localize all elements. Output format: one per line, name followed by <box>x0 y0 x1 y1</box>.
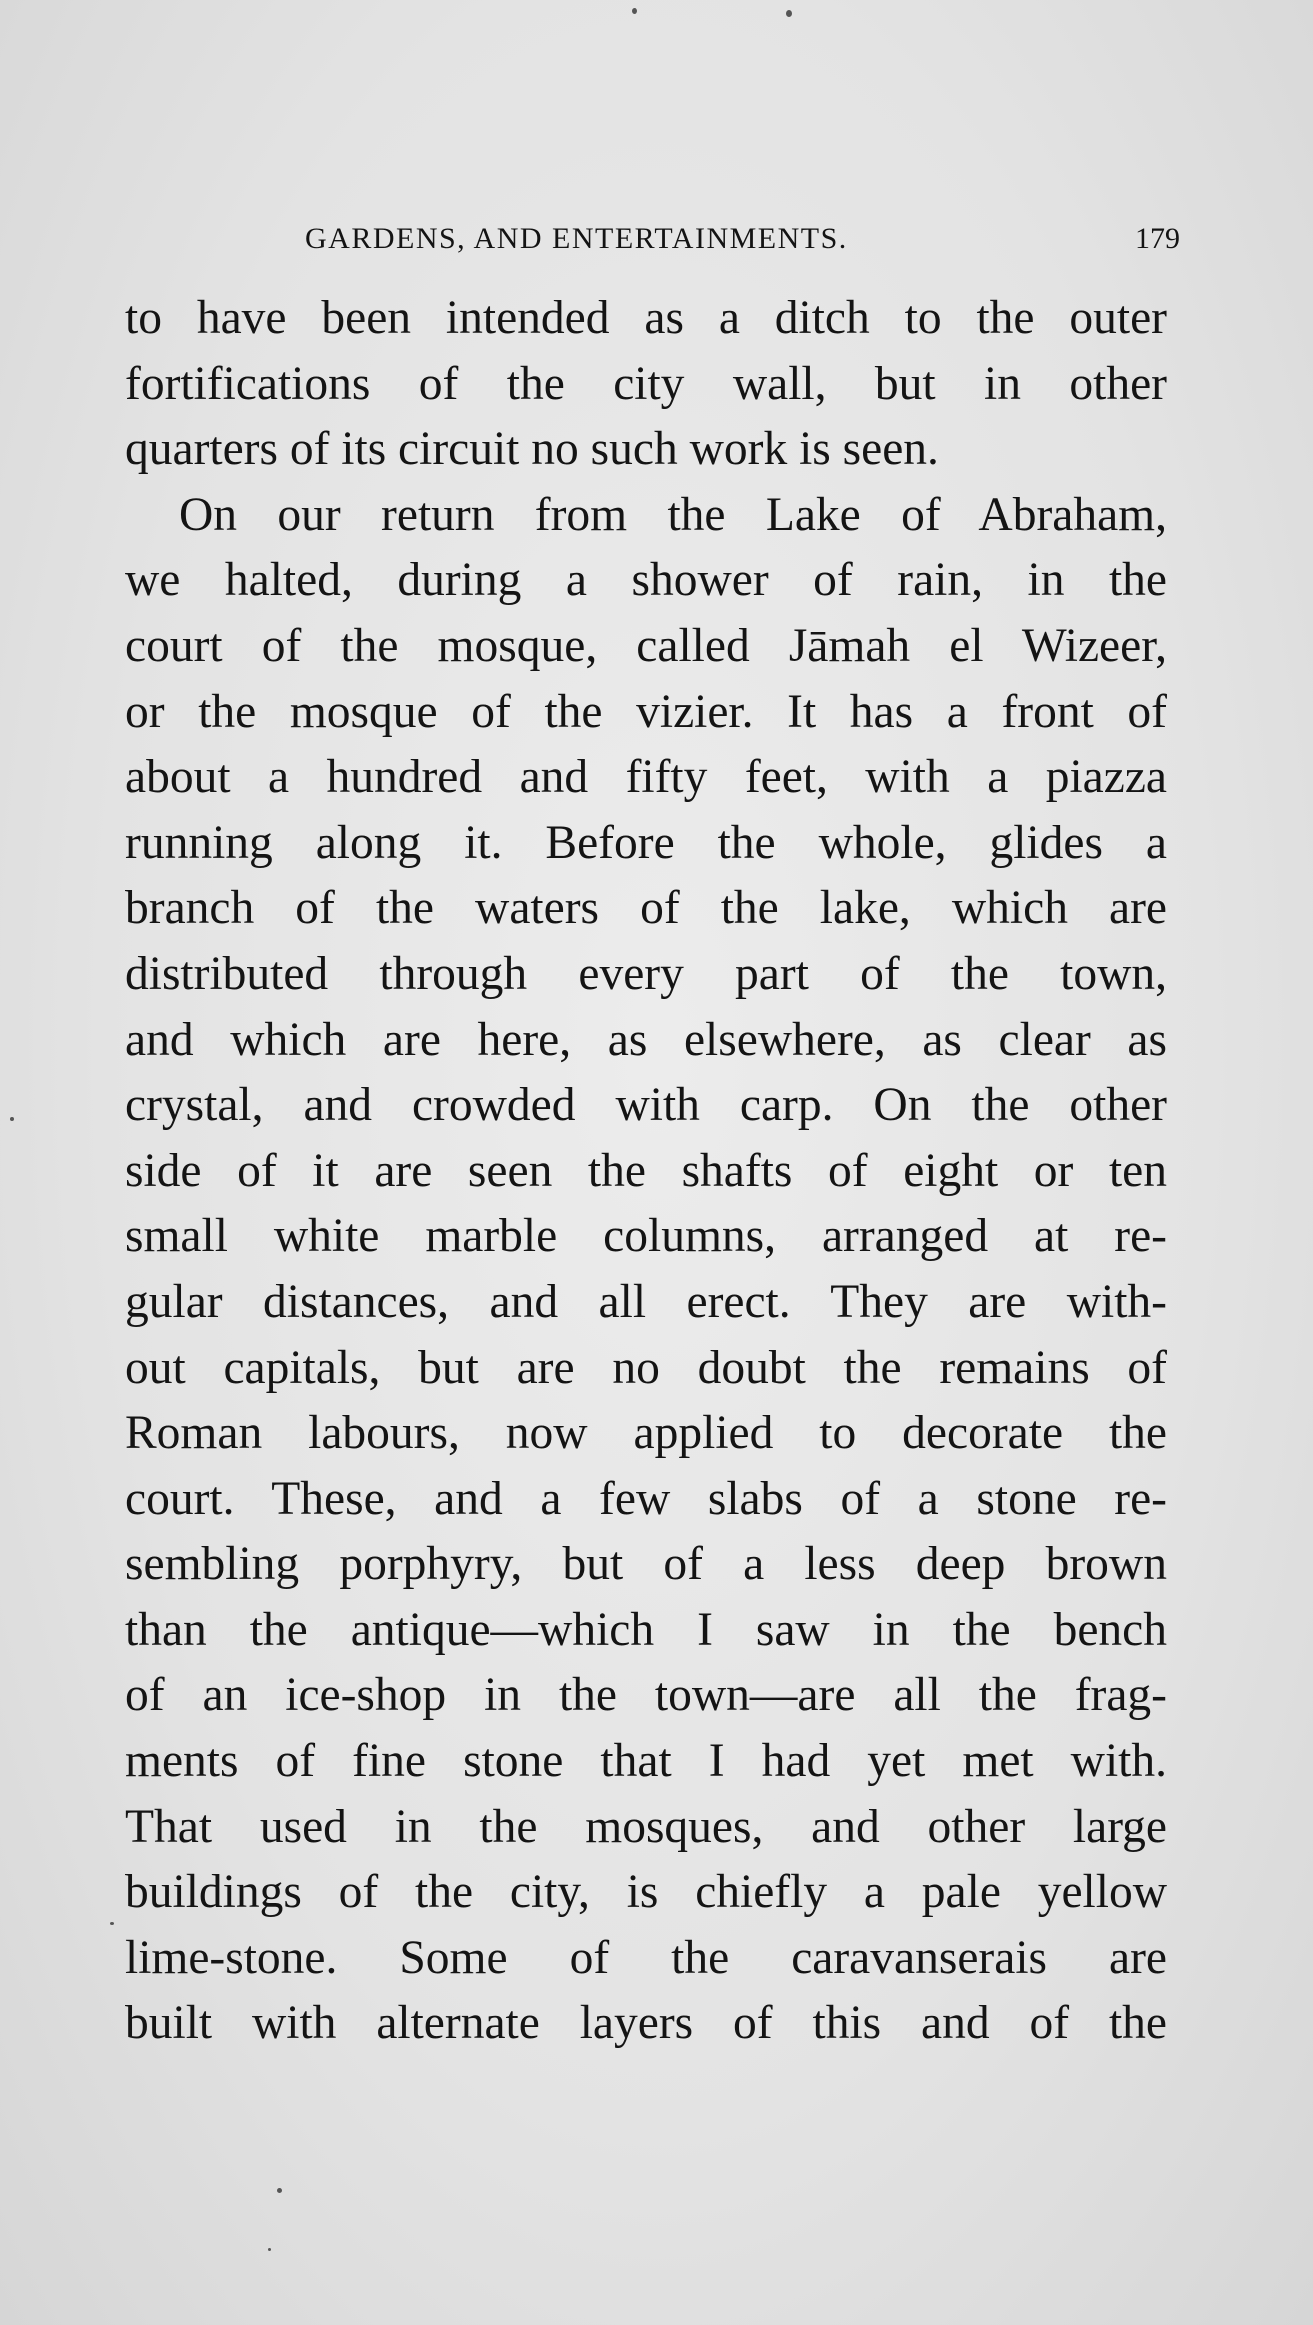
text-line: fortifications of the city wall, but in other <box>125 357 1167 410</box>
text-line: small white marble columns, arranged at re- <box>125 1210 1167 1263</box>
text-line: of an ice-shop in the town—are all the frag- <box>125 1669 1167 1722</box>
text-line: sembling porphyry, but of a less deep brown <box>125 1538 1167 1591</box>
text-line: crystal, and crowded with carp. On the other <box>125 1079 1167 1132</box>
text-line: Roman labours, now applied to decorate the <box>125 1407 1167 1460</box>
paper-speck <box>10 1117 14 1121</box>
text-line: or the mosque of the vizier. It has a front of <box>125 685 1167 738</box>
text-line: distributed through every part of the town, <box>125 947 1167 1000</box>
text-line: running along it. Before the whole, glides a <box>125 816 1167 869</box>
text-line: we halted, during a shower of rain, in the <box>125 554 1167 607</box>
paper-speck <box>786 10 792 17</box>
text-line: lime-stone. Some of the caravanserais are <box>125 1931 1167 1984</box>
text-line: buildings of the city, is chiefly a pale yellow <box>125 1866 1167 1919</box>
text-line: court of the mosque, called Jāmah el Wizeer, <box>125 619 1167 672</box>
running-head <box>125 222 1180 262</box>
text-line: out capitals, but are no doubt the remains of <box>125 1341 1167 1394</box>
body-text <box>125 286 1167 2057</box>
text-line: That used in the mosques, and other large <box>125 1800 1167 1853</box>
page-number: 179 <box>1135 222 1180 255</box>
paper-speck <box>268 2248 271 2251</box>
text-line: and which are here, as elsewhere, as clear as <box>125 1013 1167 1066</box>
paper-speck <box>632 8 637 14</box>
paper-speck <box>110 1922 114 1925</box>
text-line: side of it are seen the shafts of eight or ten <box>125 1144 1167 1197</box>
text-line: quarters of its circuit no such work is seen. <box>125 423 939 476</box>
text-line: to have been intended as a ditch to the outer <box>125 292 1167 344</box>
text-line: ments of fine stone that I had yet met with. <box>125 1735 1167 1788</box>
text-line: branch of the waters of the lake, which are <box>125 882 1167 935</box>
running-head-title: GARDENS, AND ENTERTAINMENTS. <box>305 222 848 255</box>
text-line: On our return from the Lake of Abraham, <box>179 488 1167 541</box>
paper-speck <box>277 2188 282 2193</box>
text-line: court. These, and a few slabs of a stone re- <box>125 1472 1167 1525</box>
text-line: gular distances, and all erect. They are with- <box>125 1275 1167 1328</box>
text-line: about a hundred and fifty feet, with a piazza <box>125 751 1167 804</box>
text-line: than the antique—which I saw in the bench <box>125 1603 1167 1656</box>
text-line: built with alternate layers of this and of the <box>125 1997 1167 2050</box>
